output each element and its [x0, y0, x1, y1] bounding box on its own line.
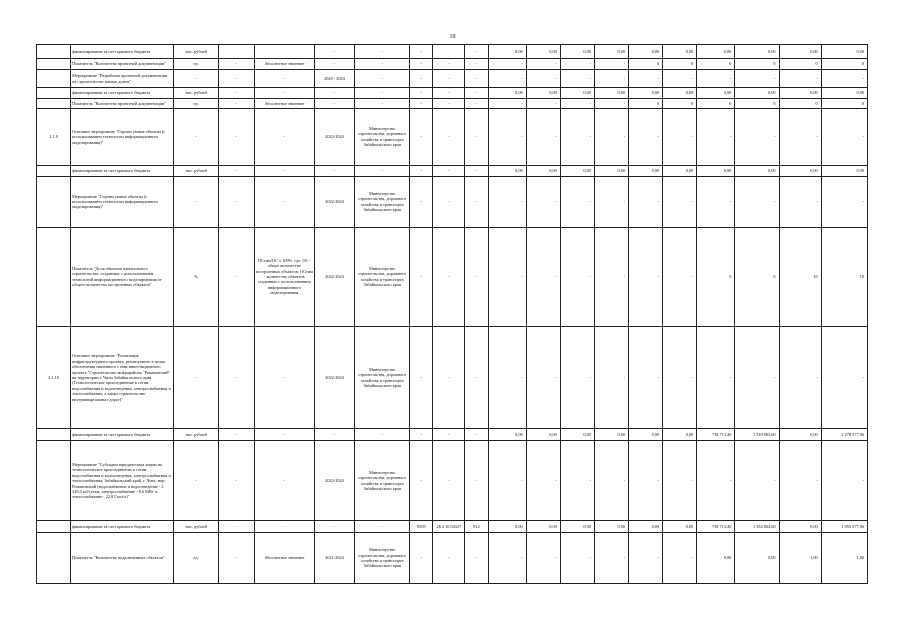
base-value-cell — [218, 45, 254, 59]
year-value-cell: - — [594, 533, 628, 584]
calc-method-cell: - — [254, 441, 314, 521]
row-name-cell: финансирование за счет краевого бюджета — [71, 165, 174, 176]
year-value-cell: - — [560, 98, 594, 108]
year-value-cell: 1 093 577,06 — [821, 521, 867, 533]
year-value-cell: - — [526, 69, 560, 87]
row-name-cell: Показатель "Доля объектов капитального строительства, созданных с использованием технологий информационного моделирования от общего количества построенных объектов" — [71, 227, 174, 326]
year-value-cell: 0,00 — [629, 521, 663, 533]
year-value-cell: - — [594, 176, 628, 227]
year-value-cell: - — [779, 441, 821, 521]
calc-method-cell — [254, 45, 314, 59]
table-row — [37, 108, 868, 165]
year-value-cell: - — [735, 108, 779, 165]
year-value-cell: 0,00 — [697, 533, 735, 584]
budget-code-type-cell: - — [465, 45, 488, 59]
year-value-cell: - — [526, 441, 560, 521]
row-name-cell: финансирование за счет краевого бюджета — [71, 429, 174, 441]
calc-method-cell: - — [254, 69, 314, 87]
executor-cell: Министерство строительства, дорожного хозяйства и транспорта Забайкальского края — [355, 108, 410, 165]
budget-code-article-cell: - — [433, 326, 465, 429]
year-value-cell: 0,00 — [697, 45, 735, 59]
year-value-cell: 0,00 — [821, 45, 867, 59]
unit-cell: - — [174, 441, 218, 521]
year-value-cell: - — [663, 176, 697, 227]
year-value-cell: 0 — [821, 98, 867, 108]
year-value-cell: - — [560, 533, 594, 584]
unit-cell: тыс. рублей — [174, 45, 218, 59]
budget-code-type-cell: - — [465, 326, 488, 429]
year-value-cell: 0 — [663, 98, 697, 108]
unit-cell: тыс. рублей — [174, 88, 218, 99]
budget-code-article-cell: - — [433, 165, 465, 176]
year-value-cell: 0,00 — [821, 165, 867, 176]
budget-code-type-cell: - — [465, 88, 488, 99]
executor-cell: - — [355, 45, 410, 59]
year-value-cell: - — [697, 69, 735, 87]
year-value-cell: 0,00 — [779, 88, 821, 99]
table-row — [37, 441, 868, 521]
budget-code-article-cell: 26 2 10 04327 — [433, 521, 465, 533]
year-value-cell: 738 713,40 — [697, 521, 735, 533]
year-value-cell: - — [663, 441, 697, 521]
budget-code-section-cell: - — [410, 176, 433, 227]
year-value-cell: - — [735, 69, 779, 87]
year-value-cell: 0,00 — [663, 521, 697, 533]
budget-code-article-cell: - — [433, 176, 465, 227]
budget-code-article-cell: - — [433, 227, 465, 326]
row-number-cell — [37, 429, 71, 441]
row-name-cell: финансирование за счет краевого бюджета — [71, 521, 174, 533]
year-value-cell: 0,00 — [526, 429, 560, 441]
row-name-cell: Показатель "Количество проектной документации" — [71, 59, 174, 70]
year-value-cell: 0,00 — [663, 165, 697, 176]
budget-code-section-cell: - — [410, 108, 433, 165]
budget-code-type-cell: - — [465, 59, 488, 70]
year-value-cell: 0 — [779, 59, 821, 70]
base-value-cell: - — [218, 108, 254, 165]
year-value-cell: 0,00 — [560, 521, 594, 533]
row-name-cell: финансирование за счет краевого бюджета — [71, 45, 174, 59]
year-value-cell: - — [779, 176, 821, 227]
year-value-cell: 0 — [735, 59, 779, 70]
year-value-cell: 1,00 — [821, 533, 867, 584]
year-value-cell: - — [488, 108, 526, 165]
year-value-cell: - — [526, 176, 560, 227]
budget-code-type-cell: - — [465, 165, 488, 176]
budget-code-type-cell: 812 — [465, 521, 488, 533]
year-value-cell: - — [663, 227, 697, 326]
year-value-cell: - — [560, 69, 594, 87]
row-number-cell — [37, 59, 71, 70]
year-value-cell: - — [560, 441, 594, 521]
year-value-cell: 10 — [821, 227, 867, 326]
budget-code-section-cell: 0505 — [410, 521, 433, 533]
budget-code-type-cell: - — [465, 227, 488, 326]
row-number-cell — [37, 227, 71, 326]
executor-cell: - — [355, 59, 410, 70]
calc-method-cell: Абсолютное значение — [254, 533, 314, 584]
year-value-cell: - — [697, 176, 735, 227]
base-value-cell: - — [218, 521, 254, 533]
period-cell: - — [314, 165, 354, 176]
year-value-cell: - — [629, 533, 663, 584]
year-value-cell: 0,00 — [663, 88, 697, 99]
year-value-cell: 0,00 — [560, 88, 594, 99]
period-cell: - — [314, 98, 354, 108]
unit-cell: - — [174, 108, 218, 165]
year-value-cell: - — [821, 108, 867, 165]
period-cell: 2022-2024 — [314, 108, 354, 165]
row-number-cell — [37, 176, 71, 227]
year-value-cell: - — [560, 59, 594, 70]
base-value-cell: - — [218, 326, 254, 429]
table-row — [37, 176, 868, 227]
executor-cell: Министерство строительства, дорожного хозяйства и транспорта Забайкальского края — [355, 441, 410, 521]
year-value-cell: 0 — [697, 59, 735, 70]
year-value-cell: - — [663, 326, 697, 429]
year-value-cell: 0,00 — [735, 165, 779, 176]
period-cell: 2022-2024 — [314, 326, 354, 429]
period-cell: - — [314, 45, 354, 59]
budget-code-type-cell: - — [465, 108, 488, 165]
budget-code-article-cell: - — [433, 59, 465, 70]
year-value-cell: - — [594, 441, 628, 521]
year-value-cell: 0,00 — [735, 45, 779, 59]
year-value-cell: 0,00 — [629, 429, 663, 441]
budget-code-type-cell: - — [465, 429, 488, 441]
year-value-cell: 738 713,40 — [697, 429, 735, 441]
row-number-cell — [37, 165, 71, 176]
program-table — [36, 44, 868, 584]
executor-cell: Министерство строительства, дорожного хозяйства и транспорта Забайкальского края — [355, 176, 410, 227]
budget-code-section-cell: - — [410, 98, 433, 108]
year-value-cell: 0,00 — [594, 88, 628, 99]
year-value-cell: 0,00 — [560, 45, 594, 59]
row-name-cell: финансирование за счет краевого бюджета — [71, 88, 174, 99]
budget-code-article-cell: - — [433, 429, 465, 441]
budget-code-type-cell: - — [465, 533, 488, 584]
period-cell: 2020 - 2024 — [314, 69, 354, 87]
budget-code-article-cell: - — [433, 108, 465, 165]
year-value-cell: 0,00 — [663, 429, 697, 441]
unit-cell: тыс. рублей — [174, 429, 218, 441]
budget-code-section-cell: - — [410, 59, 433, 70]
table-row — [37, 88, 868, 99]
budget-code-article-cell: - — [433, 533, 465, 584]
year-value-cell: - — [526, 326, 560, 429]
year-value-cell: 0,00 — [488, 88, 526, 99]
unit-cell: тыс. рублей — [174, 165, 218, 176]
row-number-cell: 2.1.9 — [37, 108, 71, 165]
budget-code-article-cell — [433, 45, 465, 59]
row-number-cell — [37, 88, 71, 99]
year-value-cell: 0,00 — [526, 45, 560, 59]
budget-code-type-cell: - — [465, 69, 488, 87]
budget-code-article-cell: - — [433, 88, 465, 99]
year-value-cell: 0,00 — [629, 88, 663, 99]
year-value-cell: - — [629, 326, 663, 429]
unit-cell: ед. — [174, 533, 218, 584]
year-value-cell: - — [594, 69, 628, 87]
executor-cell: - — [355, 165, 410, 176]
budget-code-type-cell: - — [465, 176, 488, 227]
year-value-cell: - — [488, 176, 526, 227]
table-row — [37, 521, 868, 533]
year-value-cell: - — [560, 227, 594, 326]
table-row — [37, 326, 868, 429]
row-name-cell: Основное мероприятие "Строим умные объекты (с использованием технологии информационного моделирования)" — [71, 108, 174, 165]
year-value-cell: 0,00 — [488, 165, 526, 176]
table-row — [37, 98, 868, 108]
budget-code-section-cell: - — [410, 227, 433, 326]
calc-method-cell: - — [254, 326, 314, 429]
period-cell: 2022-2024 — [314, 176, 354, 227]
unit-cell: ед. — [174, 59, 218, 70]
row-number-cell: 2.1.10 — [37, 326, 71, 429]
year-value-cell: - — [629, 441, 663, 521]
year-value-cell: 0 — [697, 227, 735, 326]
year-value-cell: - — [560, 176, 594, 227]
year-value-cell: 0,00 — [697, 165, 735, 176]
year-value-cell: - — [697, 326, 735, 429]
base-value-cell: - — [218, 88, 254, 99]
unit-cell: тыс. рублей — [174, 521, 218, 533]
row-number-cell — [37, 533, 71, 584]
year-value-cell: 0 — [629, 98, 663, 108]
year-value-cell: 0,00 — [735, 88, 779, 99]
table-row — [37, 227, 868, 326]
year-value-cell: - — [488, 59, 526, 70]
year-value-cell: 0,00 — [629, 45, 663, 59]
period-cell: - — [314, 521, 354, 533]
table-row — [37, 165, 868, 176]
calc-method-cell: - — [254, 88, 314, 99]
year-value-cell: - — [594, 326, 628, 429]
year-value-cell: - — [488, 441, 526, 521]
year-value-cell: - — [697, 108, 735, 165]
year-value-cell: - — [663, 108, 697, 165]
calc-method-cell: - — [254, 108, 314, 165]
year-value-cell: - — [488, 98, 526, 108]
base-value-cell: - — [218, 69, 254, 87]
year-value-cell: 0,00 — [526, 88, 560, 99]
table-row — [37, 69, 868, 87]
year-value-cell: 0,00 — [488, 521, 526, 533]
budget-code-section-cell: - — [410, 45, 433, 59]
year-value-cell: 0 — [821, 59, 867, 70]
year-value-cell: - — [697, 441, 735, 521]
budget-code-section-cell: - — [410, 326, 433, 429]
year-value-cell: - — [821, 326, 867, 429]
year-value-cell: 0,00 — [697, 88, 735, 99]
year-value-cell: - — [735, 176, 779, 227]
base-value-cell: - — [218, 59, 254, 70]
executor-cell: - — [355, 521, 410, 533]
year-value-cell: - — [488, 326, 526, 429]
year-value-cell: - — [779, 108, 821, 165]
year-value-cell: - — [629, 108, 663, 165]
budget-code-section-cell: - — [410, 429, 433, 441]
table-row — [37, 429, 868, 441]
calc-method-cell: ОСтим/ОС х 100%, где: ОС - общее количество построенных объектов; ОСтим - количество объектов созданных с использованием информационного моделирования — [254, 227, 314, 326]
year-value-cell: - — [560, 326, 594, 429]
year-value-cell: 0,00 — [594, 521, 628, 533]
year-value-cell: 0,00 — [779, 521, 821, 533]
executor-cell: - — [355, 88, 410, 99]
base-value-cell: - — [218, 429, 254, 441]
row-name-cell: Мероприятие "Субсидии юридическим лицам на технологическое присоединение к сетям водоснабжения и водоотведения, электроснабжения и теплоснабжения, Забайкальский край, г. Чита, мкр. Романовский (водоснабжение и водоотведение - 2 328,0 м3/сутки, электроснабжение - 8,6 МВт·ч, теплоснабжение - 22,8 Гкал/ч)" — [71, 441, 174, 521]
period-cell: 2022-2024 — [314, 227, 354, 326]
year-value-cell: - — [629, 227, 663, 326]
year-value-cell: 0,00 — [779, 45, 821, 59]
budget-code-type-cell: - — [465, 441, 488, 521]
budget-code-section-cell: - — [410, 88, 433, 99]
executor-cell: Министерство строительства, дорожного хозяйства и транспорта Забайкальского края — [355, 326, 410, 429]
period-cell: - — [314, 59, 354, 70]
row-name-cell: Мероприятие "Строим умные объекты (с использованием технологии информационного моделирования)" — [71, 176, 174, 227]
budget-code-article-cell: - — [433, 69, 465, 87]
budget-code-section-cell: - — [410, 441, 433, 521]
year-value-cell: 0,00 — [560, 165, 594, 176]
unit-cell: % — [174, 227, 218, 326]
year-value-cell: 0 — [779, 98, 821, 108]
calc-method-cell: - — [254, 165, 314, 176]
year-value-cell: 1 354 864,60 — [735, 521, 779, 533]
budget-code-section-cell: - — [410, 69, 433, 87]
row-number-cell — [37, 521, 71, 533]
year-value-cell: - — [594, 108, 628, 165]
year-value-cell: 0,00 — [663, 45, 697, 59]
base-value-cell: - — [218, 441, 254, 521]
year-value-cell: 0,00 — [488, 45, 526, 59]
unit-cell: - — [174, 69, 218, 87]
budget-code-section-cell: - — [410, 533, 433, 584]
year-value-cell: 2 278 577,06 — [821, 429, 867, 441]
row-number-cell — [37, 441, 71, 521]
executor-cell: Министерство строительства, дорожного хозяйства и транспорта Забайкальского края — [355, 227, 410, 326]
base-value-cell: - — [218, 165, 254, 176]
year-value-cell: - — [594, 227, 628, 326]
year-value-cell: - — [526, 98, 560, 108]
calc-method-cell: Абсолютное значение — [254, 98, 314, 108]
year-value-cell: - — [594, 59, 628, 70]
year-value-cell: 0,00 — [629, 165, 663, 176]
base-value-cell: - — [218, 227, 254, 326]
year-value-cell: 0,00 — [735, 533, 779, 584]
year-value-cell: - — [488, 69, 526, 87]
unit-cell: ед. — [174, 98, 218, 108]
base-value-cell: - — [218, 176, 254, 227]
year-value-cell: 0,00 — [526, 165, 560, 176]
budget-code-article-cell: - — [433, 98, 465, 108]
page-number: 18 — [449, 34, 456, 40]
year-value-cell: 0,00 — [488, 429, 526, 441]
year-value-cell: - — [594, 98, 628, 108]
calc-method-cell: - — [254, 429, 314, 441]
period-cell: 2022-2024 — [314, 441, 354, 521]
budget-code-type-cell: - — [465, 98, 488, 108]
year-value-cell: 1,00 — [779, 533, 821, 584]
calc-method-cell: - — [254, 176, 314, 227]
base-value-cell: - — [218, 98, 254, 108]
year-value-cell: 0,00 — [779, 165, 821, 176]
period-cell: 2021-2024 — [314, 533, 354, 584]
year-value-cell: - — [735, 441, 779, 521]
year-value-cell: 0,00 — [594, 165, 628, 176]
table-row — [37, 533, 868, 584]
row-name-cell: Мероприятие "Разработка проектной документации на строительство жилых домов" — [71, 69, 174, 87]
base-value-cell: - — [218, 533, 254, 584]
row-name-cell: Показатель "Количество подключенных объектов" — [71, 533, 174, 584]
year-value-cell: - — [488, 227, 526, 326]
year-value-cell: 0,00 — [594, 429, 628, 441]
year-value-cell: - — [526, 533, 560, 584]
year-value-cell: - — [560, 108, 594, 165]
year-value-cell: - — [629, 176, 663, 227]
year-value-cell: 0,00 — [821, 88, 867, 99]
row-number-cell — [37, 45, 71, 59]
year-value-cell: 0,00 — [779, 429, 821, 441]
year-value-cell: - — [629, 69, 663, 87]
year-value-cell: 10 — [779, 227, 821, 326]
executor-cell: - — [355, 429, 410, 441]
year-value-cell: 0 — [735, 98, 779, 108]
year-value-cell: - — [526, 108, 560, 165]
year-value-cell: 0 — [735, 227, 779, 326]
period-cell: - — [314, 429, 354, 441]
calc-method-cell: Абсолютное значение — [254, 59, 314, 70]
executor-cell: Министерство строительства, дорожного хозяйства и транспорта Забайкальского края — [355, 533, 410, 584]
row-number-cell — [37, 69, 71, 87]
row-number-cell — [37, 98, 71, 108]
budget-code-article-cell: - — [433, 441, 465, 521]
year-value-cell: 0,00 — [526, 521, 560, 533]
year-value-cell: - — [821, 176, 867, 227]
year-value-cell: - — [488, 533, 526, 584]
executor-cell: - — [355, 69, 410, 87]
row-name-cell: Основное мероприятие "Реализация инфраструктурного проекта, реализуемого в целях обеспечения связанного с ним инвестиционного проекта "Строительство микрорайона "Романовский" на территории г. Читы Забайкальского края (Технологическое присоединение к сетям водоснабжения и водоотведения, электроснабжения и теплоснабжения, а также строительство внутриквартальных дорог)" — [71, 326, 174, 429]
year-value-cell: 0 — [697, 98, 735, 108]
row-name-cell: Показатель "Количество проектной документации" — [71, 98, 174, 108]
year-value-cell: 0,00 — [594, 45, 628, 59]
unit-cell: - — [174, 176, 218, 227]
executor-cell: - — [355, 98, 410, 108]
year-value-cell: - — [821, 69, 867, 87]
year-value-cell: - — [735, 326, 779, 429]
year-value-cell: - — [779, 326, 821, 429]
year-value-cell: - — [526, 227, 560, 326]
year-value-cell: - — [526, 59, 560, 70]
year-value-cell: 0,00 — [560, 429, 594, 441]
table-row — [37, 59, 868, 70]
year-value-cell: - — [663, 69, 697, 87]
budget-code-section-cell: - — [410, 165, 433, 176]
year-value-cell: - — [663, 533, 697, 584]
calc-method-cell: - — [254, 521, 314, 533]
year-value-cell: 0 — [663, 59, 697, 70]
year-value-cell: - — [779, 69, 821, 87]
unit-cell: - — [174, 326, 218, 429]
year-value-cell: - — [821, 441, 867, 521]
year-value-cell: 1 539 863,60 — [735, 429, 779, 441]
year-value-cell: 0 — [629, 59, 663, 70]
period-cell: - — [314, 88, 354, 99]
table-row — [37, 45, 868, 59]
